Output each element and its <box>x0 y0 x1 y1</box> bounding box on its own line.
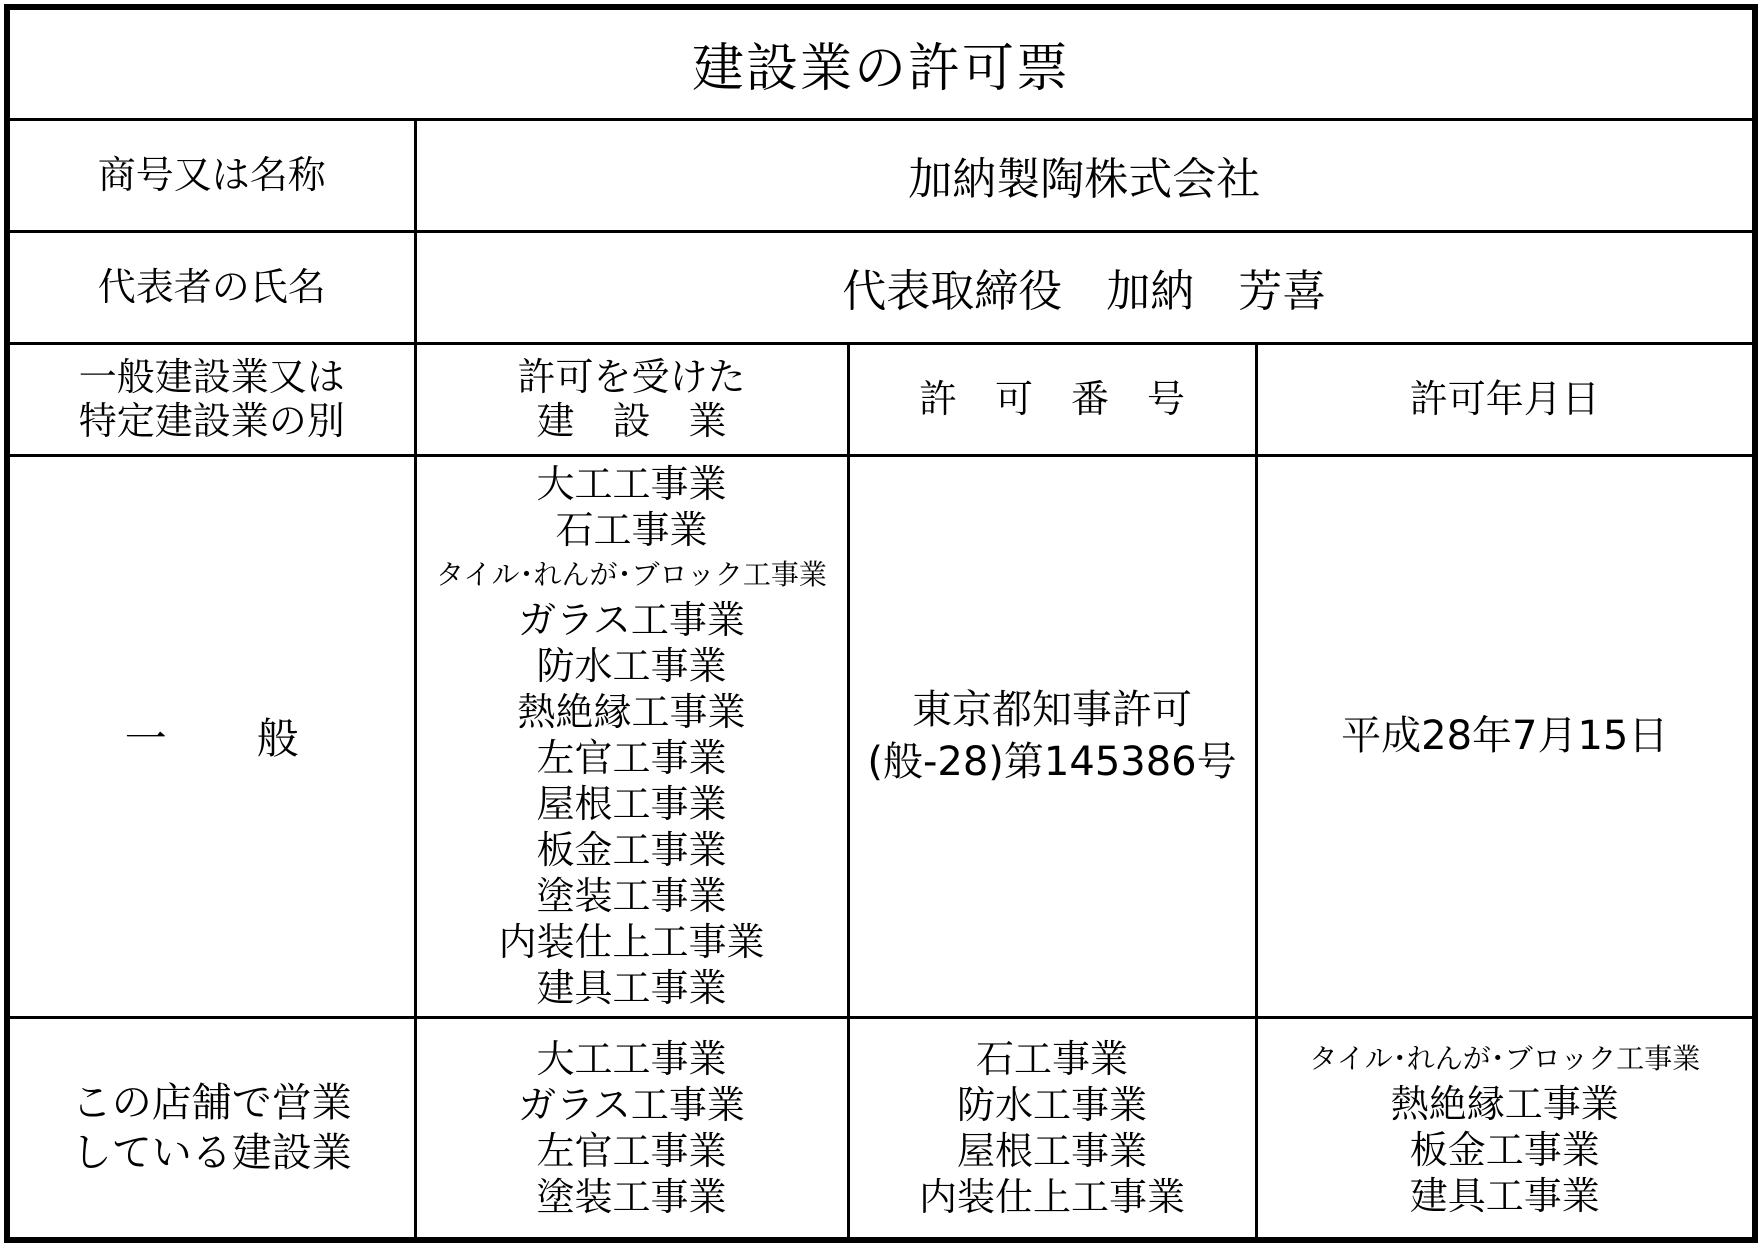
trade-name-label: 商号又は名称 <box>7 119 415 231</box>
store-business-item: 塗装工事業 <box>536 1174 727 1219</box>
category-header-line1: 一般建設業又は <box>78 355 345 399</box>
store-business-label <box>7 1017 415 1240</box>
store-business-item: 板金工事業 <box>1409 1127 1600 1172</box>
business-header-line1: 許可を受けた <box>517 355 746 399</box>
permitted-business-item: 内装仕上工事業 <box>498 920 765 964</box>
permitted-businesses <box>415 455 848 1017</box>
permit-date-header: 許可年月日 <box>1256 343 1755 455</box>
store-business-item: 熱絶縁工事業 <box>1390 1081 1619 1126</box>
permit-number-header: 許 可 番 号 <box>848 343 1256 455</box>
store-business-label-line2: している建設業 <box>71 1129 352 1176</box>
representative-label: 代表者の氏名 <box>7 231 415 343</box>
permit-category-char2: 般 <box>256 714 299 763</box>
category-header <box>7 343 415 455</box>
permit-sign-table <box>4 4 1758 1243</box>
store-business-list-2 <box>850 1036 1255 1220</box>
store-business-item: ガラス工事業 <box>518 1082 745 1127</box>
business-header-line2: 建 設 業 <box>536 399 727 443</box>
store-business-column-2 <box>848 1017 1256 1240</box>
store-business-item: 建具工事業 <box>1409 1173 1600 1218</box>
permitted-business-list <box>417 461 847 1011</box>
store-business-column-3 <box>1256 1017 1755 1240</box>
store-business-item: 屋根工事業 <box>956 1128 1147 1173</box>
permitted-business-item: タイル･れんが･ブロック工事業 <box>436 558 827 591</box>
store-business-list-3 <box>1258 1037 1753 1219</box>
permit-number-line1: 東京都知事許可 <box>912 687 1192 733</box>
store-business-item: 大工工事業 <box>536 1036 727 1081</box>
store-business-item: タイル･れんが･ブロック工事業 <box>1309 1041 1701 1075</box>
trade-name-value: 加納製陶株式会社 <box>415 119 1755 231</box>
permitted-business-item: 大工工事業 <box>536 462 727 506</box>
store-business-item: 左官工事業 <box>536 1128 727 1173</box>
permit-number-line2: (般-28)第145386号 <box>867 739 1237 785</box>
permitted-business-item: 熱絶縁工事業 <box>517 690 746 734</box>
store-business-item: 内装仕上工事業 <box>918 1174 1185 1219</box>
permit-category-char1: 一 <box>124 714 167 763</box>
permitted-business-item: 建具工事業 <box>536 966 727 1010</box>
permitted-business-item: 左官工事業 <box>536 736 727 780</box>
permit-number <box>848 455 1256 1017</box>
permit-category <box>7 455 415 1017</box>
representative-value: 代表取締役 加納 芳喜 <box>415 231 1755 343</box>
business-header <box>415 343 848 455</box>
store-business-list-1 <box>417 1036 847 1220</box>
permitted-business-item: 板金工事業 <box>536 828 727 872</box>
permitted-business-item: 石工事業 <box>555 508 708 552</box>
permitted-business-item: ガラス工事業 <box>518 598 745 642</box>
permitted-business-item: 塗装工事業 <box>536 874 727 918</box>
permit-date: 平成28年7月15日 <box>1256 455 1755 1017</box>
store-business-item: 石工事業 <box>975 1036 1128 1081</box>
store-business-item: 防水工事業 <box>956 1082 1147 1127</box>
sign-title: 建設業の許可票 <box>7 7 1755 119</box>
permitted-business-item: 防水工事業 <box>536 644 727 688</box>
store-business-column-1 <box>415 1017 848 1240</box>
permitted-business-item: 屋根工事業 <box>536 782 727 826</box>
store-business-label-line1: この店舗で営業 <box>71 1079 352 1126</box>
category-header-line2: 特定建設業の別 <box>78 399 345 443</box>
